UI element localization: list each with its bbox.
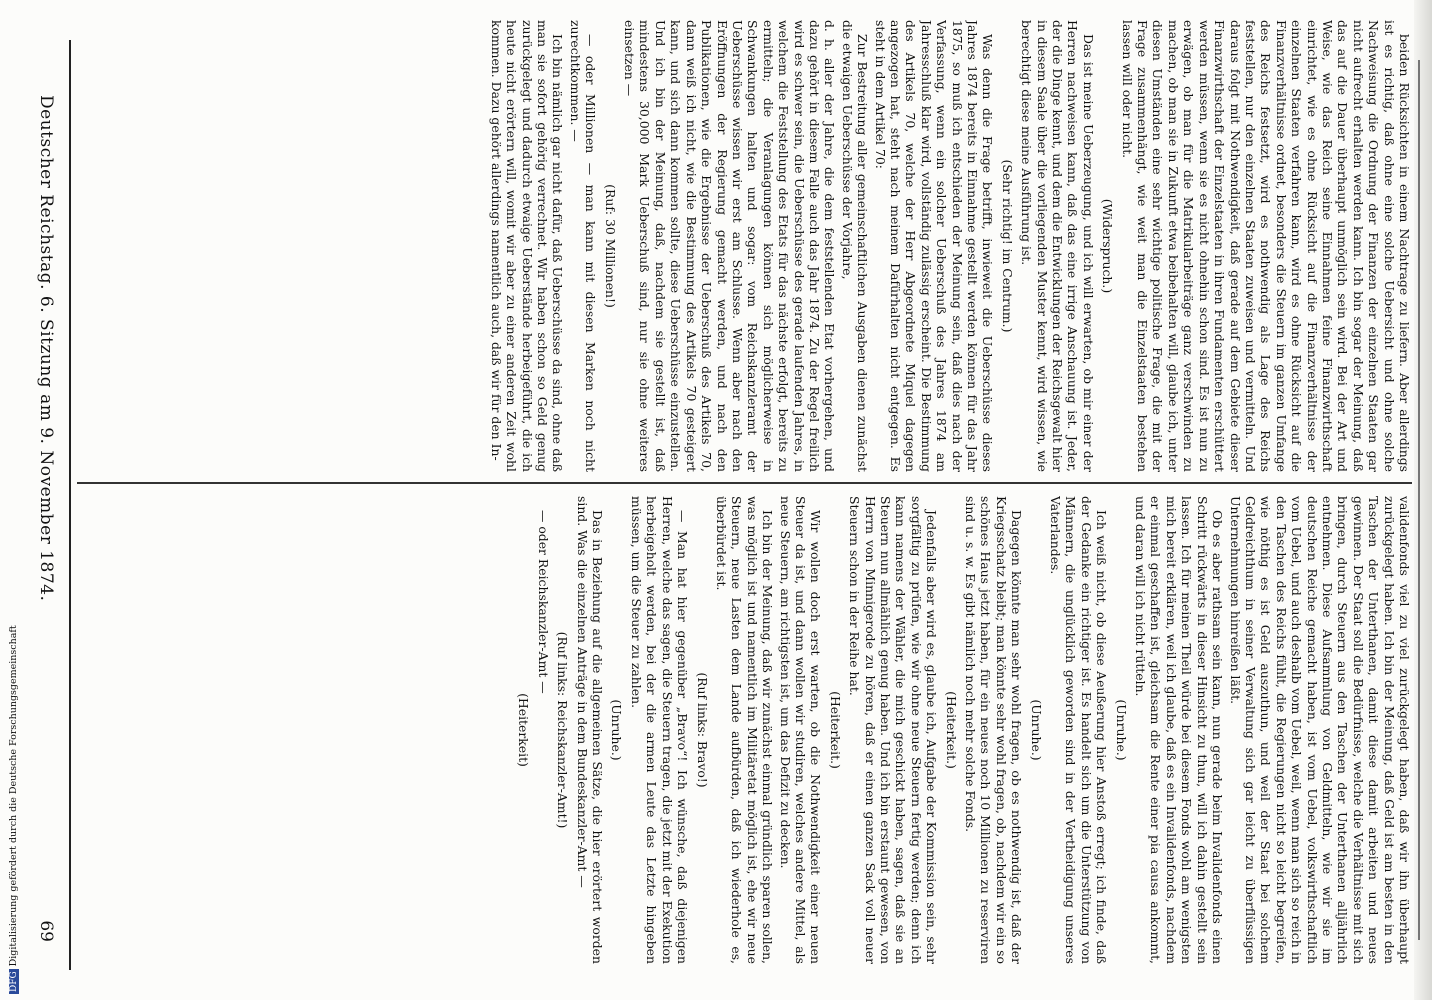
interjection: (Ruf links: Reichskanzler-Amt!) <box>555 631 571 829</box>
paragraph: d. h. aller der Jahre, die dem feststellenden Etat vorhergehen, und dazu gehört in diesem Falle auch das Jahr 1874. Zu der Regel freilich wird es schwer sein, die Ueberschüsse des gerade laufenden Jahres, in welchem die Feststellung des Etats für das nächste erfolgt, bereits zu ermitteln; die Veranlagungen können sich möglicherweise in Schwankungen halten und sogar: vom Reichskanzleramt der Ueberschüsse wissen wir erst am Schlusse. Wenn aber nach den Eröffnungen der Regierung gemacht werden, und nach den Publikationen, wie die Ergebnisse der Ueberschuß des Artikels 70, dann weiß ich nicht, wie die Bestimmung des Artikels 70 gesteigert kann, und sich dann kommen sollte, diese Ueberschüsse einzustellen. Und ich bin der Meinung, daß, nachdem sie gestellt ist, daß mindestens 30,000 Mark Ueberschuß sind, nur sie ohne weiteres einsetzen — <box>622 20 838 472</box>
paragraph: Das in Beziehung auf die allgemeinen Sätze, die hier erörtert worden sind. Was die einzelnen Anträge in dem Bundeskanzler-Amt — <box>574 496 606 964</box>
paragraph: — oder Reichskanzler-Amt — <box>535 510 551 694</box>
interjection: (Ruf: 30 Millionen!) <box>602 184 618 308</box>
paragraph: Ich bin nämlich gar nicht dafür, daß Ueberschüsse da sind, ohne daß man sie sofort gehörig verrechnet. Wir haben schon so Geld genug zurückgelegt und dadurch etwaige Ueberstände herbeigeführt, die ich heute nicht erörtern will, womit wir aber zu einer anderen Zeit wohl kommen. Dazu gehört allerdings namentlich auch, daß wir für den In- <box>488 20 566 472</box>
interjection: (Heiterkeit.) <box>827 691 843 769</box>
paragraph: Wir wollen doch erst warten, ob die Nothwendigkeit einer neuen Steuer da ist, und dann wollen wir studiren, welches andere Mittel, als neue Steuern, am richtigsten ist, um das Defizit zu decken. <box>777 496 824 964</box>
interjection: (Heiterkeit) <box>516 693 532 767</box>
scan-edge-line <box>1418 60 1420 940</box>
header-title: Deutscher Reichstag. 6. Sitzung am 9. November 1874. <box>36 95 56 602</box>
digitization-credit <box>8 625 19 994</box>
interjection: (Unruhe.) <box>1113 699 1129 761</box>
page-header <box>33 40 59 960</box>
dfg-logo: DFG <box>9 971 19 992</box>
interjection: (Sehr richtig! im Centrum.) <box>999 159 1015 333</box>
column-divider <box>77 482 1412 484</box>
right-column <box>77 496 1412 964</box>
paragraph: Zur Bestreitung aller gemeinschaftlichen Ausgaben dienen zunächst die etwaigen Ueberschüsse der Vorjahre, <box>839 20 871 472</box>
interjection: (Heiterkeit.) <box>943 691 959 769</box>
paragraph: validenfonds viel zu viel zurückgelegt haben, daß wir ihn überhaupt zurückgelegt haben. Ich bin der Meinung, daß Geld ist am besten in den Taschen der Unterthanen, damit diese damit arbeiten und neues gewinnen. Der Staat soll die Bedürfnisse, welche die Verhältnisse mit sich bringen, durch Steuern aus den Taschen der Unterthanen alljährlich entnehmen. Diese Aufsammlung von Geldmitteln, wie wir sie im deutschen Reiche gemacht haben, ist vom Uebel, volkswirthschaftlich vom Uebel, und auch deshalb vom Uebel, weil, wenn man sich so reich in den Taschen des Reichs fühlt, die Regierungen nicht so leicht begreifen, wie nöthig es ist Geld auszuthun, und weil der Staat bei solchem Geldreichthum in seiner Verwaltung sich gar leicht zu überflüssigen Unternehmungen hinreißen läßt. <box>1227 496 1412 964</box>
paragraph: Ich bin der Meinung, daß wir zunächst einmal gründlich sparen sollen, was möglich ist und namentlich im Militäretat möglich ist, ehe wir neue Steuern, neue Lasten dem Lande aufbürden, daß ich wiederhole es, überbürdet ist. <box>713 496 776 964</box>
paragraph: Jedenfalls aber wird es, glaube ich, Aufgabe der Kommission sein, sehr sorgfältig zu prüfen, wie wir ohne neue Steuern fertig werden; denn ich kann namens der Wähler, die mich geschickt haben, sagen, daß sie an Steuern nun allmählich genug haben. Und ich bin erstaunt gewesen, von Herrn von Minnigerode zu hören, daß er einen ganzen Sack voll neuer Steuern schon in der Reihe hat. <box>847 496 940 964</box>
interjection: (Unruhe.) <box>1028 699 1044 761</box>
interjection: (Unruhe.) <box>609 699 625 761</box>
paragraph: — Man hat hier gegenüber „Bravo“! Ich wünsche, daß diejenigen Herren, welche das sagen, die Steuern tragen, die jetzt mit der Exekution herbeigeholt werden, bei der die armen Leute das Letzte hingeben müssen, um die Steuer zu zahlen. <box>628 496 691 964</box>
scan-page-edge <box>1414 0 1432 1000</box>
header-rule <box>69 40 71 970</box>
interjection: (Widerspruch.) <box>1100 198 1116 294</box>
page-number: 69 <box>36 920 56 942</box>
paragraph: Dagegen könnte man sehr wohl fragen, ob es nothwendig ist, daß der Kriegsschatz bleibt; man könnte sehr wohl fragen, ob, nachdem wir ein so schönes Haus jetzt haben, für ein neues noch 10 Millionen zu reserviren sind u. s. w. Es gibt nämlich noch mehr solche Fonds. <box>963 496 1025 964</box>
digitization-credit-text: Digitalisierung gefördert durch die Deutsche Forschungsgemeinschaft <box>8 625 19 967</box>
paragraph: Ob es aber rathsam sein kann, nun gerade beim Invalidenfonds einen Schritt rückwärts in dieser Hinsicht zu thun, will ich dahin gestellt sein lassen. Ich für meinen Theil würde bei diesem Fonds wohl am wenigsten mich bereit erklären, weil ich glaube, daß es ein Invalidenfonds, nachdem er einmal geschaffen ist, gleichsam die Rente einer pia causa ankommt, und daran will ich nicht rütteln. <box>1133 496 1226 964</box>
paragraph: Was denn die Frage betrifft, inwieweit die Ueberschüsse dieses Jahres 1874 bereits in Einnahme gestellt werden können für das Jahr 1875, so muß ich entschieden der Meinung sein, daß dies nach der Verfassung, wenn ein solcher Ueberschuß des Jahres 1874 am Jahresschluß klar wird, vollständig zulässig erscheint. Die Bestimmung des Artikels 70, welche der Herr Abgeordnete Miquel dagegen angezogen hat, steht nach meinem Dafürhalten nicht entgegen. Es steht in dem Artikel 70: <box>872 20 996 472</box>
paragraph: beiden Rücksichten in einem Nachtrage zu liefern. Aber allerdings ist es richtig, daß ohne eine solche Uebersicht und ohne solche Nachweisung die Ordnung der Finanzen der einzelnen Staaten gar nicht aufrecht erhalten werden kann. Ich bin sogar der Meinung, daß das auf die Dauer überhaupt unmöglich sein wird. Bei der Art und Weise, wie das Reich seine Einnahmen feine Finanzwirthschaft einrichtet, wie es ohne Rücksicht auf die Finanzverhältnisse der einzelnen Staaten verfahren kann, wird es ohne Rücksicht auf die Finanzverhältnisse ordnet, besonders die Steuern im ganzen Umfange des Reichs festsetzt, wird es nothwendig als Lage des Reichs feststellen, nur den einzelnen Staaten zuweisen und vermitteln. Und daraus folgt mit Nothwendigkeit, daß gerade auf dem Gebiete dieser Finanzwirthschaft der Einzelstaaten in ihren Fundamenten erschüttert werden müssen, wenn sie es nicht ohnehin schon sind. Es ist nun zu erwägen, ob man für die Matrikularbeiträge ganz verschwinden zu machen, ob man sie in Zukunft etwa beibehalten will, glaube ich, unter diesen Umständen eine sehr wichtige politische Frage, die mit der Frage zusammenhängt, wie weit man die Einzelstaaten bestehen lassen will oder nicht. <box>1119 20 1412 472</box>
paragraph: Ich weiß nicht, ob diese Aeußerung hier Anstoß erregt; ich finde, daß der Gedanke ein richtiger ist. Es handelt sich um die Unterstützung von Männern, die unglücklich geworden sind in der Vertheidigung unseres Vaterlandes. <box>1048 496 1110 964</box>
paragraph: — oder Millionen — man kann mit diesen Marken noch nicht zurechtkommen. — <box>567 20 599 472</box>
left-column <box>77 20 1412 472</box>
interjection: (Ruf links: Bravo!) <box>694 672 710 788</box>
paragraph: Das ist meine Ueberzeugung, und ich will erwarten, ob mir einer der Herren nachweisen kann, daß das eine irrige Anschauung ist. Jeder, der die Dinge kennt, und dem die Entwicklungen der Reichsgewalt hier in diesem Saale über die vorliegenden Muster kennt, wird wissen, wie berechtigt diese meine Ausführung ist. <box>1019 20 1096 472</box>
